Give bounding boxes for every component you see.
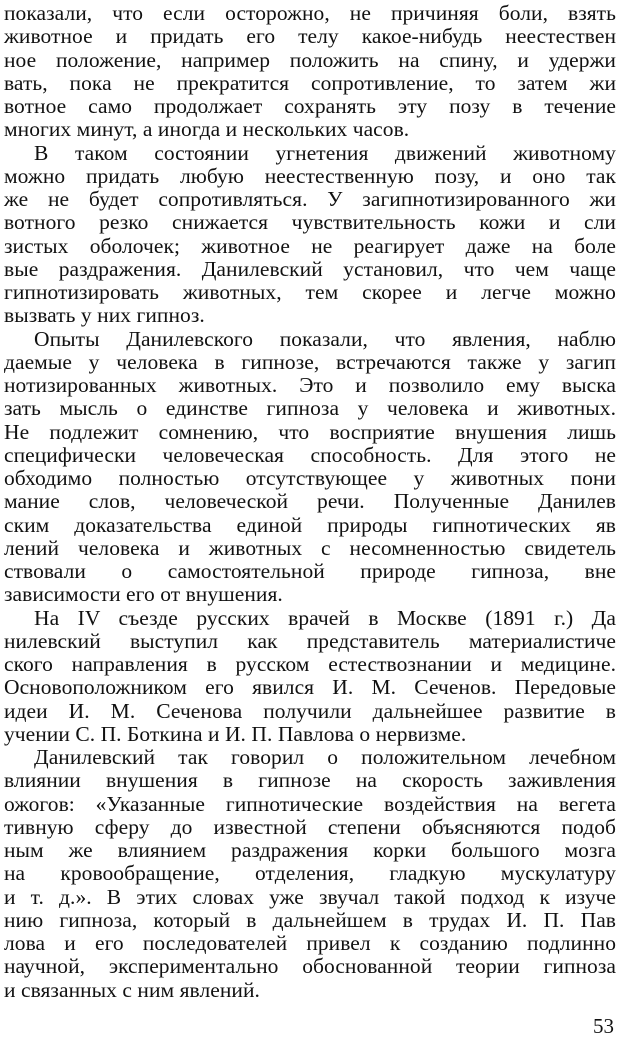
text-line: научной, экспериментально обоснованной теории гипноза <box>4 954 616 979</box>
text-line: нию гипноза, который в дальнейшем в трудах И. П. Пав <box>4 907 616 932</box>
text-line: показали, что если осторожно, не причиняя боли, взять <box>4 1 616 25</box>
text-line: На IV съезде русских врачей в Москве (1891 г.) Да <box>34 605 616 630</box>
text-line: учении С. П. Боткина и И. П. Павлова о нервизме. <box>4 721 467 746</box>
page-number: 53 <box>593 1014 614 1038</box>
text-line: животное и придать его телу какое-нибудь неестествен <box>4 24 616 49</box>
text-line: вызвать у них гипноз. <box>4 303 205 328</box>
text-line: вотное само продолжает сохранять эту позу в течение <box>4 94 616 118</box>
text-line: гипнотизировать животных, тем скорее и легче можно <box>4 280 616 304</box>
text-line: обходимо полностью отсутствующее у животных пони <box>4 466 616 490</box>
text-line: Опыты Данилевского показали, что явления, наблю <box>34 326 616 351</box>
text-line: влиянии внушения в гипнозе на скорость заживления <box>4 768 616 793</box>
text-line: же не будет сопротивляться. У загипнотизированного жи <box>4 187 616 211</box>
text-line: ствовали о самостоятельной природе гипноза, вне <box>4 559 616 583</box>
text-line: ским доказательства единой природы гипнотических яв <box>4 512 616 537</box>
text-line: многих минут, а иногда и нескольких часов. <box>4 117 410 142</box>
text-line: вые раздражения. Данилевский установил, что чем чаще <box>4 256 616 281</box>
body-text <box>4 2 616 1002</box>
text-line: Основоположником его явился И. М. Сеченов. Передовые <box>4 675 616 700</box>
text-line: ным же влиянием раздражения корки большого мозга <box>4 838 616 862</box>
text-line: даемые у человека в гипнозе, встречаются также у загип <box>4 349 616 374</box>
text-line: специфически человеческая способность. Для этого не <box>4 442 616 467</box>
text-line: и т. д.». В этих словах уже звучал такой подход к изуче <box>4 884 616 909</box>
text-line: идеи И. М. Сеченова получили дальнейшее развитие в <box>4 698 616 723</box>
text-line: Данилевский так говорил о положительном лечебном <box>34 745 616 769</box>
text-line: зависимости его от внушения. <box>4 582 283 607</box>
text-line: и связанных с ним явлений. <box>4 977 260 1002</box>
text-line: ожогов: «Указанные гипнотические воздействия на вегета <box>4 791 616 816</box>
text-line: нилевский выступил как представитель материалистиче <box>4 628 616 653</box>
text-line: ского направления в русском естествознании и медицине. <box>4 652 616 676</box>
text-line: В таком состоянии угнетения движений животному <box>34 140 616 165</box>
text-line: мание слов, человеческой речи. Полученные Данилев <box>4 489 616 514</box>
text-line: зистых оболочек; животное не реагирует даже на боле <box>4 233 616 258</box>
text-line: лова и его последователей привел к созданию подлинно <box>4 931 616 955</box>
text-line: Не подлежит сомнению, что восприятие внушения лишь <box>4 419 616 444</box>
text-line: ное положение, например положить на спину, и удержи <box>4 47 616 72</box>
text-line: можно придать любую неестественную позу, и оно так <box>4 163 616 188</box>
text-line: вать, пока не прекратится сопротивление, то затем жи <box>4 70 616 95</box>
text-line: нотизированных животных. Это и позволило ему выска <box>4 373 616 397</box>
text-line: тивную сферу до известной степени объясняются подоб <box>4 814 616 839</box>
text-line: лений человека и животных с несомненностью свидетель <box>4 535 616 560</box>
text-line: зать мысль о единстве гипноза у человека и животных. <box>4 396 616 421</box>
text-line: на кровообращение, отделения, гладкую мускулатуру <box>4 861 616 886</box>
text-line: вотного резко снижается чувствительность кожи и сли <box>4 210 616 235</box>
